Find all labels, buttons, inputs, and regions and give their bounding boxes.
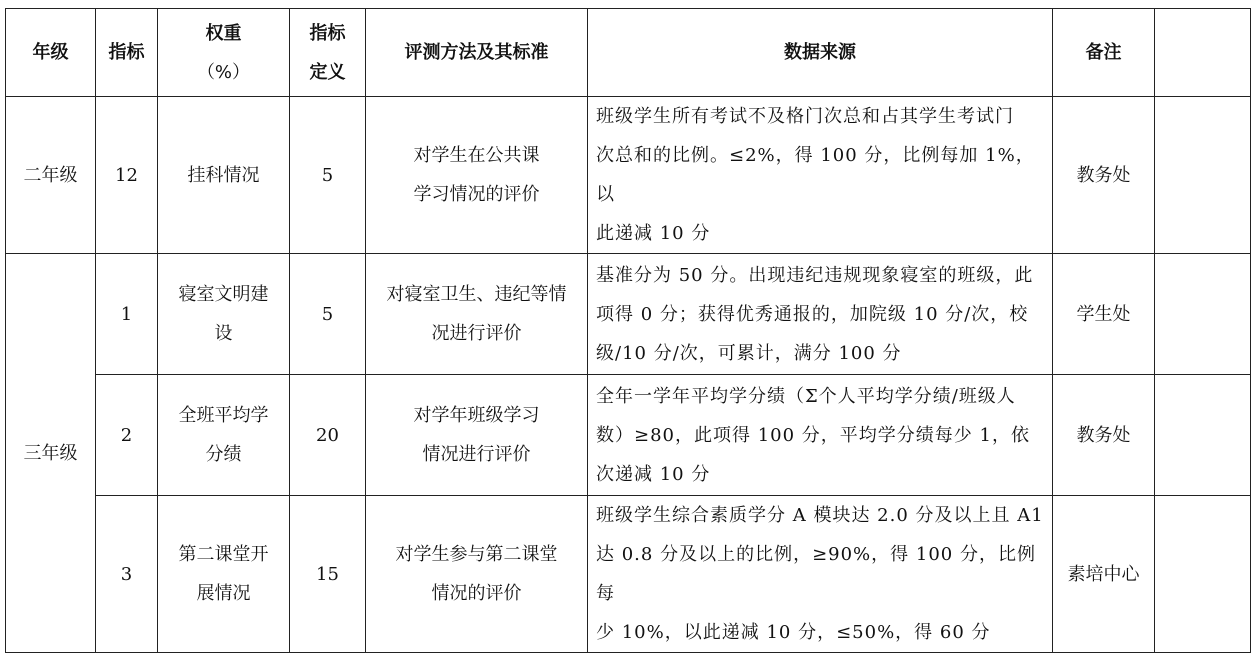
cell-source-line1: 班级学生所有考试不及格门次总和占其学生考试门 [596,106,1014,127]
cell-method-line2: 学习情况的评价 [413,184,540,205]
cell-source-line2: 数）≥80，此项得 100 分，平均学分绩每少 1，依 [596,424,1030,446]
cell-weight-line1: 全班平均学 [178,405,269,426]
cell-weight [158,375,290,496]
cell-weight-line2: 分绩 [205,444,242,465]
header-grade: 年级 [6,9,96,97]
cell-source-line3: 次递减 10 分 [596,463,711,485]
header-definition [290,9,366,97]
cell-method-line1: 对寝室卫生、违纪等情 [386,284,567,305]
header-method: 评测方法及其标准 [366,9,588,97]
cell-source-line1: 班级学生综合素质学分 A 模块达 2.0 分及以上且 A1 [596,505,1044,526]
cell-source-line1: 基准分为 50 分。出现违纪违规现象寝室的班级，此 [596,264,1034,286]
cell-weight [158,254,290,375]
cell-method-line2: 情况进行评价 [422,444,531,465]
cell-source-line3: 级/10 分/次，可累计，满分 100 分 [596,342,902,364]
evaluation-table [5,8,1251,653]
header-empty [1155,9,1251,97]
cell-definition: 5 [290,254,366,375]
cell-method [366,254,588,375]
cell-indicator: 1 [96,254,158,375]
cell-indicator: 12 [96,97,158,254]
table-row [6,97,1251,254]
cell-grade: 三年级 [6,254,96,653]
header-weight [158,9,290,97]
cell-weight-line1: 挂科情况 [187,164,260,186]
cell-weight-line2: 展情况 [196,583,251,604]
table-row [6,375,1251,496]
cell-source-line2: 达 0.8 分及以上的比例，≥90%，得 100 分，比例每 [596,544,1036,604]
header-row [6,9,1251,97]
cell-source [588,375,1053,496]
header-definition-line1: 指标 [309,22,346,44]
cell-empty [1155,254,1251,375]
header-weight-line2: （%） [196,61,251,83]
cell-source [588,496,1053,653]
cell-definition: 5 [290,97,366,254]
cell-source-line1: 全年一学年平均学分绩（Σ个人平均学分绩/班级人 [596,385,1016,407]
cell-remark: 教务处 [1053,375,1155,496]
cell-source-line2: 次总和的比例。≤2%，得 100 分，比例每加 1%，以 [596,145,1035,205]
cell-method-line2: 情况的评价 [431,583,522,604]
cell-method [366,97,588,254]
cell-empty [1155,496,1251,653]
cell-source-line2: 项得 0 分；获得优秀通报的，加院级 10 分/次，校 [596,303,1029,325]
cell-indicator: 3 [96,496,158,653]
header-source: 数据来源 [588,9,1053,97]
cell-remark: 学生处 [1053,254,1155,375]
cell-source-line3: 此递减 10 分 [596,223,711,244]
cell-empty [1155,375,1251,496]
cell-method-line1: 对学年班级学习 [413,405,540,426]
cell-remark: 教务处 [1053,97,1155,254]
cell-source-line3: 少 10%，以此递减 10 分，≤50%，得 60 分 [596,622,991,643]
cell-weight-line1: 寝室文明建 [178,284,269,305]
cell-indicator: 2 [96,375,158,496]
cell-source [588,97,1053,254]
header-indicator: 指标 [96,9,158,97]
cell-method [366,496,588,653]
cell-definition: 15 [290,496,366,653]
cell-method [366,375,588,496]
cell-weight-line1: 第二课堂开 [178,544,269,565]
cell-empty [1155,97,1251,254]
cell-remark: 素培中心 [1053,496,1155,653]
cell-method-line2: 况进行评价 [431,323,522,344]
cell-source [588,254,1053,375]
table-row [6,254,1251,375]
cell-definition: 20 [290,375,366,496]
cell-method-line1: 对学生参与第二课堂 [395,544,558,565]
cell-method-line1: 对学生在公共课 [413,145,540,166]
table-row [6,496,1251,653]
header-definition-line2: 定义 [309,61,346,83]
header-weight-line1: 权重 [205,22,242,44]
cell-weight [158,97,290,254]
cell-grade: 二年级 [6,97,96,254]
cell-weight-line2: 设 [214,323,233,344]
header-remark: 备注 [1053,9,1155,97]
cell-weight [158,496,290,653]
